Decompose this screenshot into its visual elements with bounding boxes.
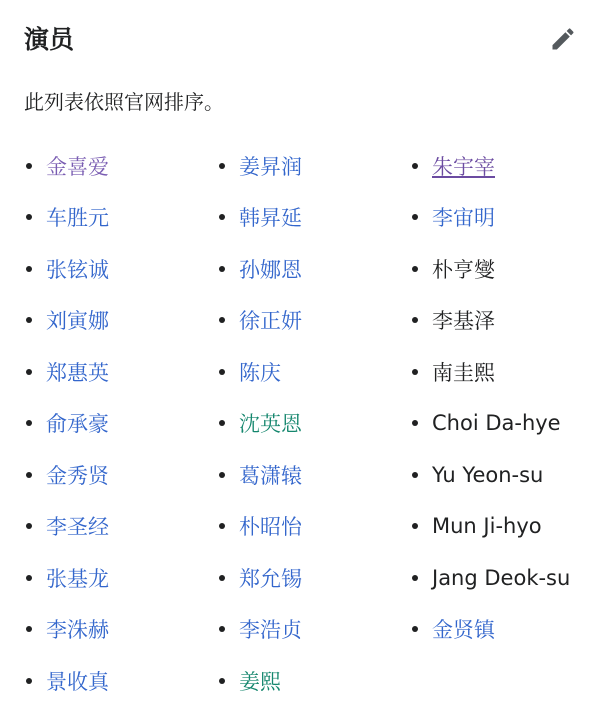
cast-list-item — [412, 192, 570, 244]
cast-list-item — [219, 449, 302, 501]
cast-list-item — [219, 243, 302, 295]
pencil-icon — [549, 25, 577, 53]
cast-member-link[interactable]: 金秀贤 — [46, 463, 109, 488]
cast-list-item — [219, 295, 302, 347]
bullet-icon — [26, 369, 32, 375]
section-header — [24, 22, 580, 58]
cast-member-link[interactable]: 朱宇宰 — [432, 154, 495, 179]
cast-list-item — [26, 243, 109, 295]
cast-member-link[interactable]: 李浩贞 — [239, 618, 302, 643]
cast-list-item — [219, 552, 302, 604]
cast-list-item — [26, 501, 109, 553]
bullet-icon — [412, 369, 418, 375]
bullet-icon — [412, 163, 418, 169]
cast-member-link[interactable]: 李圣经 — [46, 515, 109, 540]
cast-member-name: 南圭熙 — [432, 360, 495, 385]
list-order-note: 此列表依照官网排序。 — [24, 90, 224, 114]
cast-member-link[interactable]: 李宙明 — [432, 206, 495, 231]
cast-list-item — [219, 192, 302, 244]
cast-column-3 — [412, 140, 570, 655]
bullet-icon — [26, 420, 32, 426]
cast-member-link[interactable]: 姜昇润 — [239, 154, 302, 179]
cast-member-link[interactable]: 张基龙 — [46, 566, 109, 591]
bullet-icon — [26, 678, 32, 684]
bullet-icon — [26, 626, 32, 632]
cast-member-link[interactable]: 俞承豪 — [46, 412, 109, 437]
cast-column-2 — [219, 140, 302, 707]
cast-member-link[interactable]: 金贤镇 — [432, 618, 495, 643]
cast-member-link[interactable]: 陈庆 — [239, 360, 281, 385]
bullet-icon — [412, 472, 418, 478]
bullet-icon — [26, 472, 32, 478]
bullet-icon — [219, 163, 225, 169]
cast-list-item — [219, 140, 302, 192]
cast-list-item — [412, 295, 570, 347]
bullet-icon — [219, 472, 225, 478]
cast-member-name: Jang Deok-su — [432, 565, 571, 590]
cast-list-item — [219, 655, 302, 707]
cast-list-item — [26, 398, 109, 450]
cast-member-link[interactable]: 车胜元 — [46, 206, 109, 231]
bullet-icon — [26, 575, 32, 581]
cast-list-item — [412, 449, 570, 501]
cast-list-item — [26, 192, 109, 244]
bullet-icon — [26, 523, 32, 529]
cast-column-1 — [26, 140, 109, 707]
bullet-icon — [412, 523, 418, 529]
cast-list-item — [412, 604, 570, 656]
edit-button[interactable] — [548, 24, 578, 54]
cast-list-item — [26, 655, 109, 707]
cast-list-item — [26, 449, 109, 501]
cast-member-link[interactable]: 金喜爱 — [46, 154, 109, 179]
cast-list-item — [219, 604, 302, 656]
cast-member-link[interactable]: 徐正妍 — [239, 309, 302, 334]
bullet-icon — [219, 626, 225, 632]
bullet-icon — [412, 317, 418, 323]
cast-member-name: 朴亨燮 — [432, 257, 495, 282]
cast-member-link[interactable]: 张铉诚 — [46, 257, 109, 282]
bullet-icon — [219, 678, 225, 684]
cast-list-item — [219, 346, 302, 398]
cast-member-link[interactable]: 李洙赫 — [46, 618, 109, 643]
bullet-icon — [26, 214, 32, 220]
cast-list-item — [26, 295, 109, 347]
cast-member-name: 李基泽 — [432, 309, 495, 334]
cast-list-item — [412, 501, 570, 553]
cast-member-link[interactable]: 景收真 — [46, 669, 109, 694]
cast-member-link[interactable]: 姜熙 — [239, 669, 281, 694]
cast-member-link[interactable]: 孙娜恩 — [239, 257, 302, 282]
bullet-icon — [26, 317, 32, 323]
cast-list-item — [26, 552, 109, 604]
cast-member-name: Choi Da-hye — [432, 411, 561, 436]
cast-list-item — [26, 140, 109, 192]
cast-member-link[interactable]: 朴昭怡 — [239, 515, 302, 540]
cast-list-item — [26, 346, 109, 398]
cast-list-item — [412, 398, 570, 450]
bullet-icon — [26, 163, 32, 169]
cast-list-item — [412, 140, 570, 192]
bullet-icon — [412, 575, 418, 581]
cast-member-name: Yu Yeon-su — [432, 462, 544, 487]
cast-list-item — [412, 346, 570, 398]
bullet-icon — [219, 214, 225, 220]
cast-member-link[interactable]: 葛潇辕 — [239, 463, 302, 488]
bullet-icon — [219, 266, 225, 272]
bullet-icon — [412, 266, 418, 272]
cast-member-link[interactable]: 沈英恩 — [239, 412, 302, 437]
cast-list-item — [412, 243, 570, 295]
cast-list-item — [219, 501, 302, 553]
cast-list-item — [219, 398, 302, 450]
cast-member-link[interactable]: 郑允锡 — [239, 566, 302, 591]
cast-list-item — [412, 552, 570, 604]
bullet-icon — [412, 214, 418, 220]
cast-member-link[interactable]: 郑惠英 — [46, 360, 109, 385]
bullet-icon — [26, 266, 32, 272]
bullet-icon — [219, 369, 225, 375]
bullet-icon — [219, 575, 225, 581]
bullet-icon — [219, 420, 225, 426]
bullet-icon — [412, 420, 418, 426]
cast-member-link[interactable]: 刘寅娜 — [46, 309, 109, 334]
cast-list-item — [26, 604, 109, 656]
cast-member-link[interactable]: 韩昇延 — [239, 206, 302, 231]
bullet-icon — [219, 523, 225, 529]
bullet-icon — [219, 317, 225, 323]
bullet-icon — [412, 626, 418, 632]
cast-member-name: Mun Ji-hyo — [432, 514, 542, 539]
section-title: 演员 — [24, 25, 75, 54]
